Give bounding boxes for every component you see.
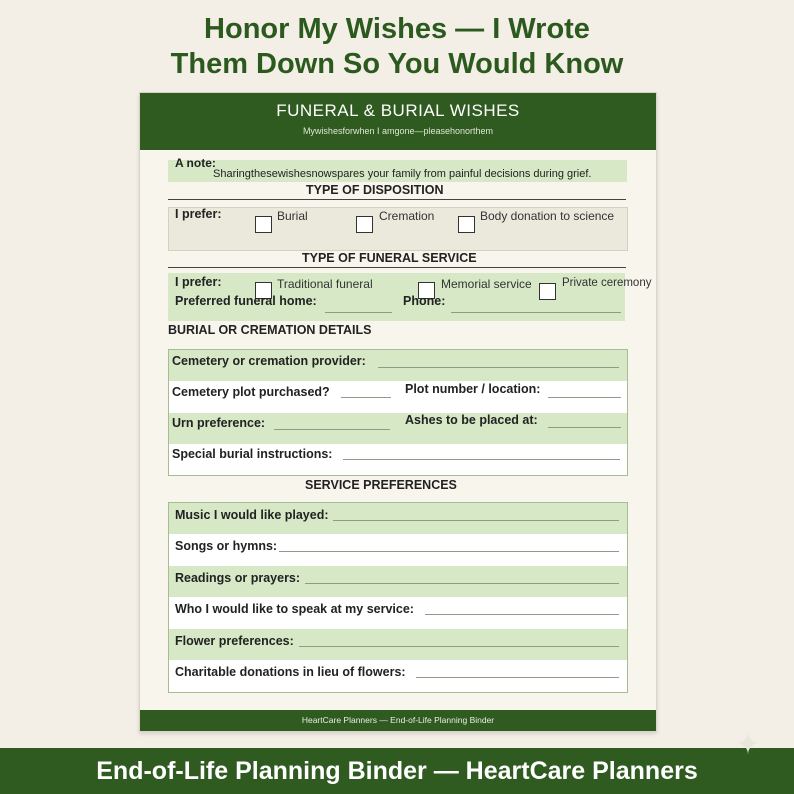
table-row: [169, 534, 627, 566]
music-label: Music I would like played:: [175, 508, 329, 522]
ashes-field[interactable]: [548, 427, 621, 428]
headline-line-2: Them Down So You Would Know: [170, 48, 624, 80]
flowers-label: Flower preferences:: [175, 634, 294, 648]
table-row: [169, 381, 627, 413]
phone-field[interactable]: [451, 312, 621, 313]
headline-line-1: Honor My Wishes — I Wrote: [204, 13, 590, 45]
private-ceremony-label: Private ceremony: [562, 277, 652, 289]
cremation-checkbox[interactable]: [356, 216, 373, 233]
funeral-home-field[interactable]: [325, 312, 392, 313]
table-row: [169, 566, 627, 597]
flowers-field[interactable]: [299, 646, 619, 647]
sheet-header: [140, 93, 656, 150]
plot-number-field[interactable]: [548, 397, 621, 398]
disposition-title: TYPE OF DISPOSITION: [306, 183, 444, 197]
songs-field[interactable]: [279, 551, 619, 552]
phone-label: Phone:: [403, 294, 446, 308]
music-field[interactable]: [333, 520, 619, 521]
urn-field[interactable]: [274, 429, 390, 430]
table-row: [169, 444, 627, 475]
speakers-field[interactable]: [425, 614, 619, 615]
sheet-footer: HeartCare Planners — End-of-Life Planning Binder: [140, 710, 656, 731]
note-text: Sharingthesewishesnowspares your family from painful decisions during grief.: [213, 168, 592, 180]
service-preferences-table: [168, 502, 628, 693]
service-type-title: TYPE OF FUNERAL SERVICE: [302, 251, 477, 265]
readings-field[interactable]: [305, 583, 619, 584]
table-row: [169, 503, 627, 534]
form-sheet: [139, 92, 657, 732]
urn-label: Urn preference:: [172, 416, 266, 430]
provider-label: Cemetery or cremation provider:: [172, 354, 366, 368]
traditional-funeral-label: Traditional funeral: [277, 277, 373, 291]
plot-purchased-label: Cemetery plot purchased?: [172, 385, 330, 399]
sheet-subtitle: Mywishesforwhen I amgone—pleasehonorthem: [302, 126, 494, 136]
private-ceremony-checkbox[interactable]: [539, 283, 556, 300]
table-row: [169, 629, 627, 660]
special-instructions-label: Special burial instructions:: [172, 447, 333, 461]
donations-label: Charitable donations in lieu of flowers:: [175, 665, 406, 679]
service-preferences-title: SERVICE PREFERENCES: [305, 478, 457, 492]
table-row: [169, 597, 627, 629]
service-type-prefer-label: I prefer:: [175, 275, 222, 289]
burial-details-title: BURIAL OR CREMATION DETAILS: [168, 323, 372, 337]
table-row: [169, 660, 627, 692]
body-donation-checkbox[interactable]: [458, 216, 475, 233]
note-label: A note:: [175, 156, 216, 170]
songs-label: Songs or hymns:: [175, 539, 278, 553]
burial-checkbox[interactable]: [255, 216, 272, 233]
headline: [0, 12, 794, 82]
memorial-service-label: Memorial service: [441, 277, 532, 291]
burial-details-table: [168, 349, 628, 476]
service-type-rule: [168, 267, 626, 268]
provider-field[interactable]: [378, 367, 619, 368]
readings-label: Readings or prayers:: [175, 571, 301, 585]
bottom-banner: End-of-Life Planning Binder — HeartCare Planners: [0, 748, 794, 794]
ashes-label: Ashes to be placed at:: [405, 413, 538, 427]
body-donation-label: Body donation to science: [480, 209, 615, 223]
funeral-home-label: Preferred funeral home:: [175, 294, 317, 308]
speakers-label: Who I would like to speak at my service:: [175, 602, 414, 616]
plot-purchased-field[interactable]: [341, 397, 391, 398]
disposition-rule: [168, 199, 626, 200]
disposition-prefer-label: I prefer:: [175, 207, 222, 221]
sheet-title: FUNERAL & BURIAL WISHES: [276, 101, 520, 120]
sparkle-icon: ✦: [735, 728, 761, 761]
special-instructions-field[interactable]: [343, 459, 620, 460]
plot-number-label: Plot number / location:: [405, 382, 541, 396]
table-row: [169, 350, 627, 381]
table-row: [169, 413, 627, 444]
donations-field[interactable]: [416, 677, 619, 678]
burial-label: Burial: [277, 209, 308, 223]
cremation-label: Cremation: [379, 209, 435, 223]
